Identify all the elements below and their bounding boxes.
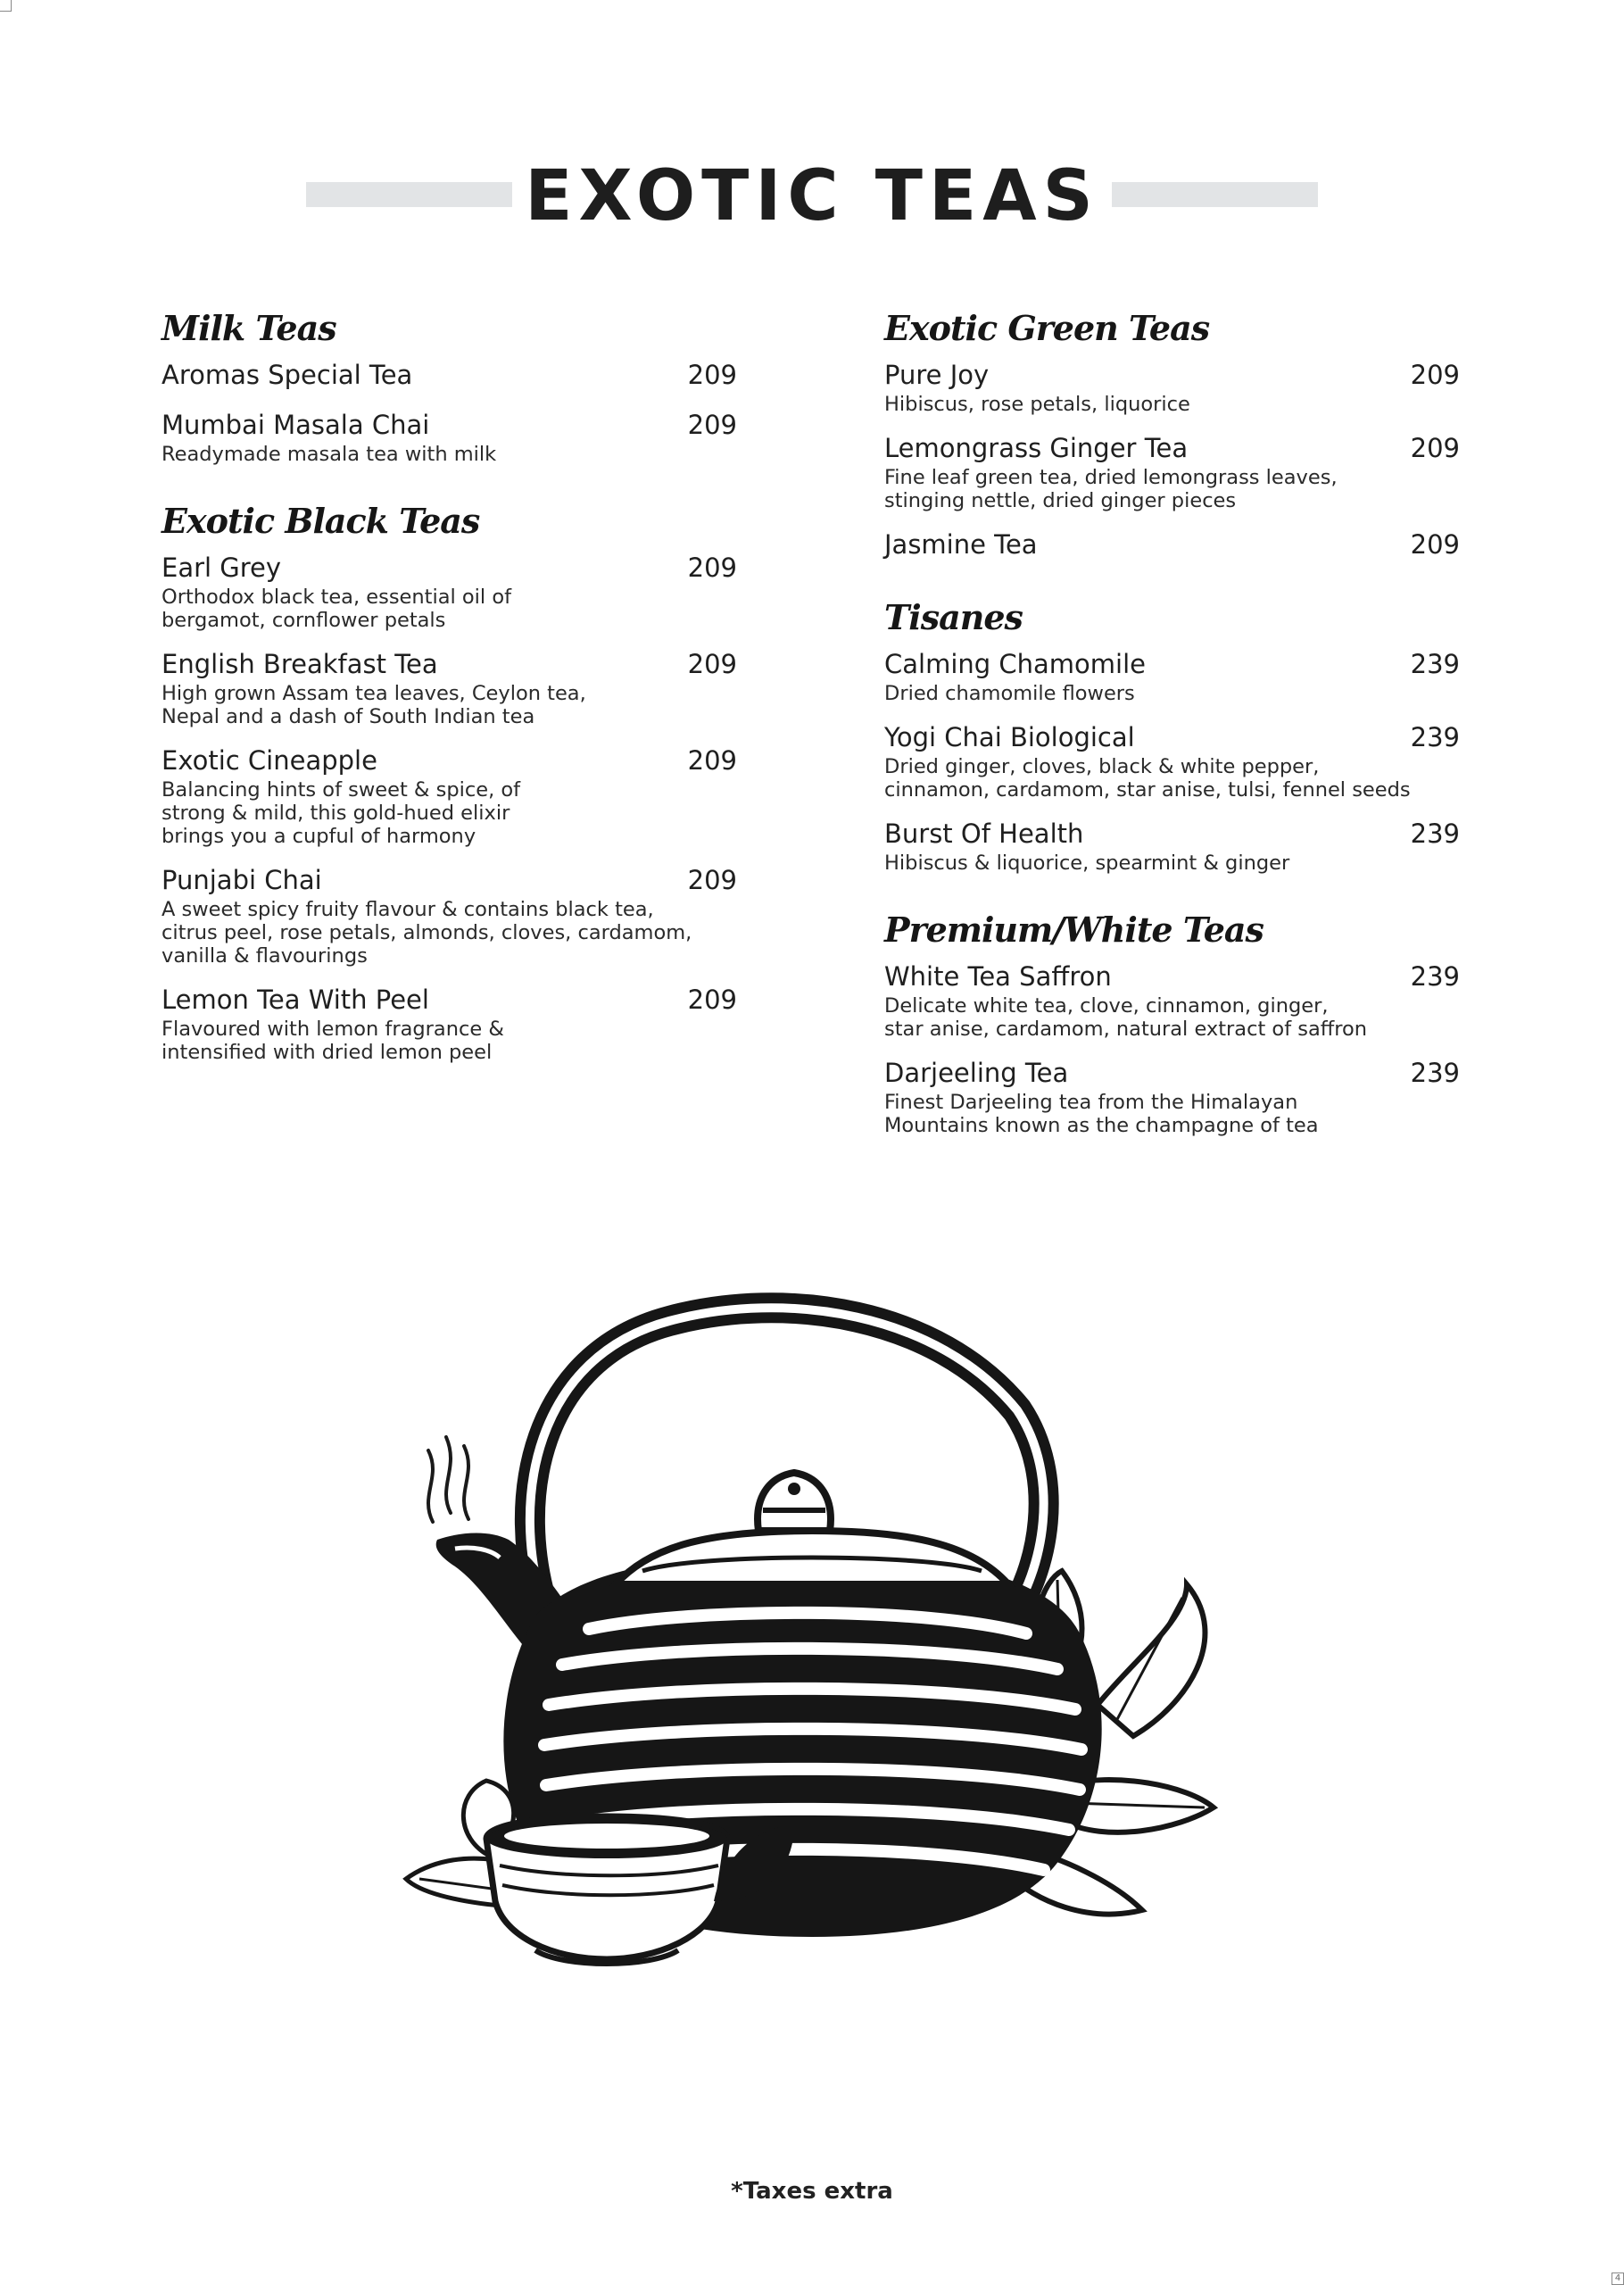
- item-price: 209: [1410, 360, 1460, 390]
- item-description: Readymade masala tea with milk: [162, 443, 497, 466]
- item-name: Calming Chamomile: [884, 649, 1146, 679]
- menu-item: [162, 982, 737, 1064]
- item-description: Hibiscus, rose petals, liquorice: [884, 393, 1190, 416]
- menu-item: [884, 357, 1460, 416]
- menu-item: [884, 646, 1460, 705]
- item-description: Dried chamomile flowers: [884, 682, 1135, 705]
- item-description: High grown Assam tea leaves, Ceylon tea, Nepal and a dash of South Indian tea: [162, 682, 586, 728]
- item-price: 209: [687, 360, 737, 390]
- menu-item: [162, 646, 737, 728]
- item-description: Flavoured with lemon fragrance & intensified with dried lemon peel: [162, 1018, 504, 1064]
- section-heading: Premium/White Teas: [884, 910, 1264, 950]
- menu-item: [884, 430, 1460, 512]
- item-description: Hibiscus & liquorice, spearmint & ginger: [884, 852, 1290, 875]
- item-name: English Breakfast Tea: [162, 649, 438, 679]
- menu-section: [884, 303, 1460, 562]
- item-description: Delicate white tea, clove, cinnamon, ginger, star anise, cardamom, natural extract of saffron: [884, 994, 1368, 1041]
- menu-section: [162, 303, 737, 466]
- menu-section: [884, 593, 1460, 875]
- menu-item: [884, 527, 1460, 562]
- section-heading: Milk Teas: [162, 308, 336, 348]
- item-name: Darjeeling Tea: [884, 1058, 1069, 1088]
- item-name: Exotic Cineapple: [162, 745, 377, 776]
- menu-item: [162, 550, 737, 632]
- section-heading: Exotic Black Teas: [162, 501, 480, 541]
- item-price: 209: [687, 745, 737, 776]
- item-name: Lemon Tea With Peel: [162, 985, 429, 1015]
- left-column: [162, 303, 737, 1094]
- section-heading: Tisanes: [884, 597, 1023, 637]
- item-price: 239: [1410, 818, 1460, 849]
- item-name: Burst Of Health: [884, 818, 1084, 849]
- crop-mark-top-left: [0, 0, 12, 12]
- teapot-with-cup-and-leaves-icon: [402, 1285, 1222, 1999]
- menu-item: [884, 816, 1460, 875]
- item-price: 209: [687, 410, 737, 440]
- taxes-note: *Taxes extra: [731, 2178, 893, 2205]
- item-name: Pure Joy: [884, 360, 990, 390]
- item-name: Aromas Special Tea: [162, 360, 413, 390]
- menu-item: [884, 959, 1460, 1041]
- item-description: A sweet spicy fruity flavour & contains black tea, citrus peel, rose petals, almonds, cloves, cardamom, vanilla & flavourings: [162, 898, 692, 968]
- item-description: Orthodox black tea, essential oil of bergamot, cornflower petals: [162, 586, 512, 632]
- section-heading: Exotic Green Teas: [884, 308, 1210, 348]
- menu-item: [884, 1055, 1460, 1137]
- page-number: 4: [1612, 2273, 1624, 2285]
- item-price: 209: [687, 649, 737, 679]
- menu-item: [884, 719, 1460, 802]
- menu-section: [884, 905, 1460, 1137]
- page-title-block: [306, 156, 1318, 237]
- item-price: 209: [1410, 529, 1460, 560]
- item-name: Jasmine Tea: [884, 529, 1038, 560]
- item-price: 239: [1410, 649, 1460, 679]
- item-price: 209: [687, 553, 737, 583]
- menu-item: [162, 407, 737, 466]
- menu-section: [162, 496, 737, 1064]
- item-name: Earl Grey: [162, 553, 282, 583]
- item-description: Fine leaf green tea, dried lemongrass leaves, stinging nettle, dried ginger pieces: [884, 466, 1338, 512]
- item-name: Punjabi Chai: [162, 865, 322, 895]
- item-description: Balancing hints of sweet & spice, of strong & mild, this gold-hued elixir brings you a cupful of harmony: [162, 778, 521, 848]
- menu-item: [162, 743, 737, 848]
- item-price: 209: [687, 985, 737, 1015]
- right-column: [884, 303, 1460, 1167]
- menu-item: [162, 862, 737, 968]
- item-name: Yogi Chai Biological: [884, 722, 1135, 752]
- menu-item: [162, 357, 737, 393]
- item-price: 239: [1410, 722, 1460, 752]
- item-description: Dried ginger, cloves, black & white pepper, cinnamon, cardamom, star anise, tulsi, fennel seeds: [884, 755, 1411, 802]
- item-price: 239: [1410, 961, 1460, 992]
- page-title: EXOTIC TEAS: [512, 156, 1112, 237]
- item-description: Finest Darjeeling tea from the Himalayan Mountains known as the champagne of tea: [884, 1091, 1319, 1137]
- item-price: 209: [1410, 433, 1460, 463]
- item-name: White Tea Saffron: [884, 961, 1112, 992]
- item-name: Lemongrass Ginger Tea: [884, 433, 1189, 463]
- item-name: Mumbai Masala Chai: [162, 410, 430, 440]
- item-price: 239: [1410, 1058, 1460, 1088]
- item-price: 209: [687, 865, 737, 895]
